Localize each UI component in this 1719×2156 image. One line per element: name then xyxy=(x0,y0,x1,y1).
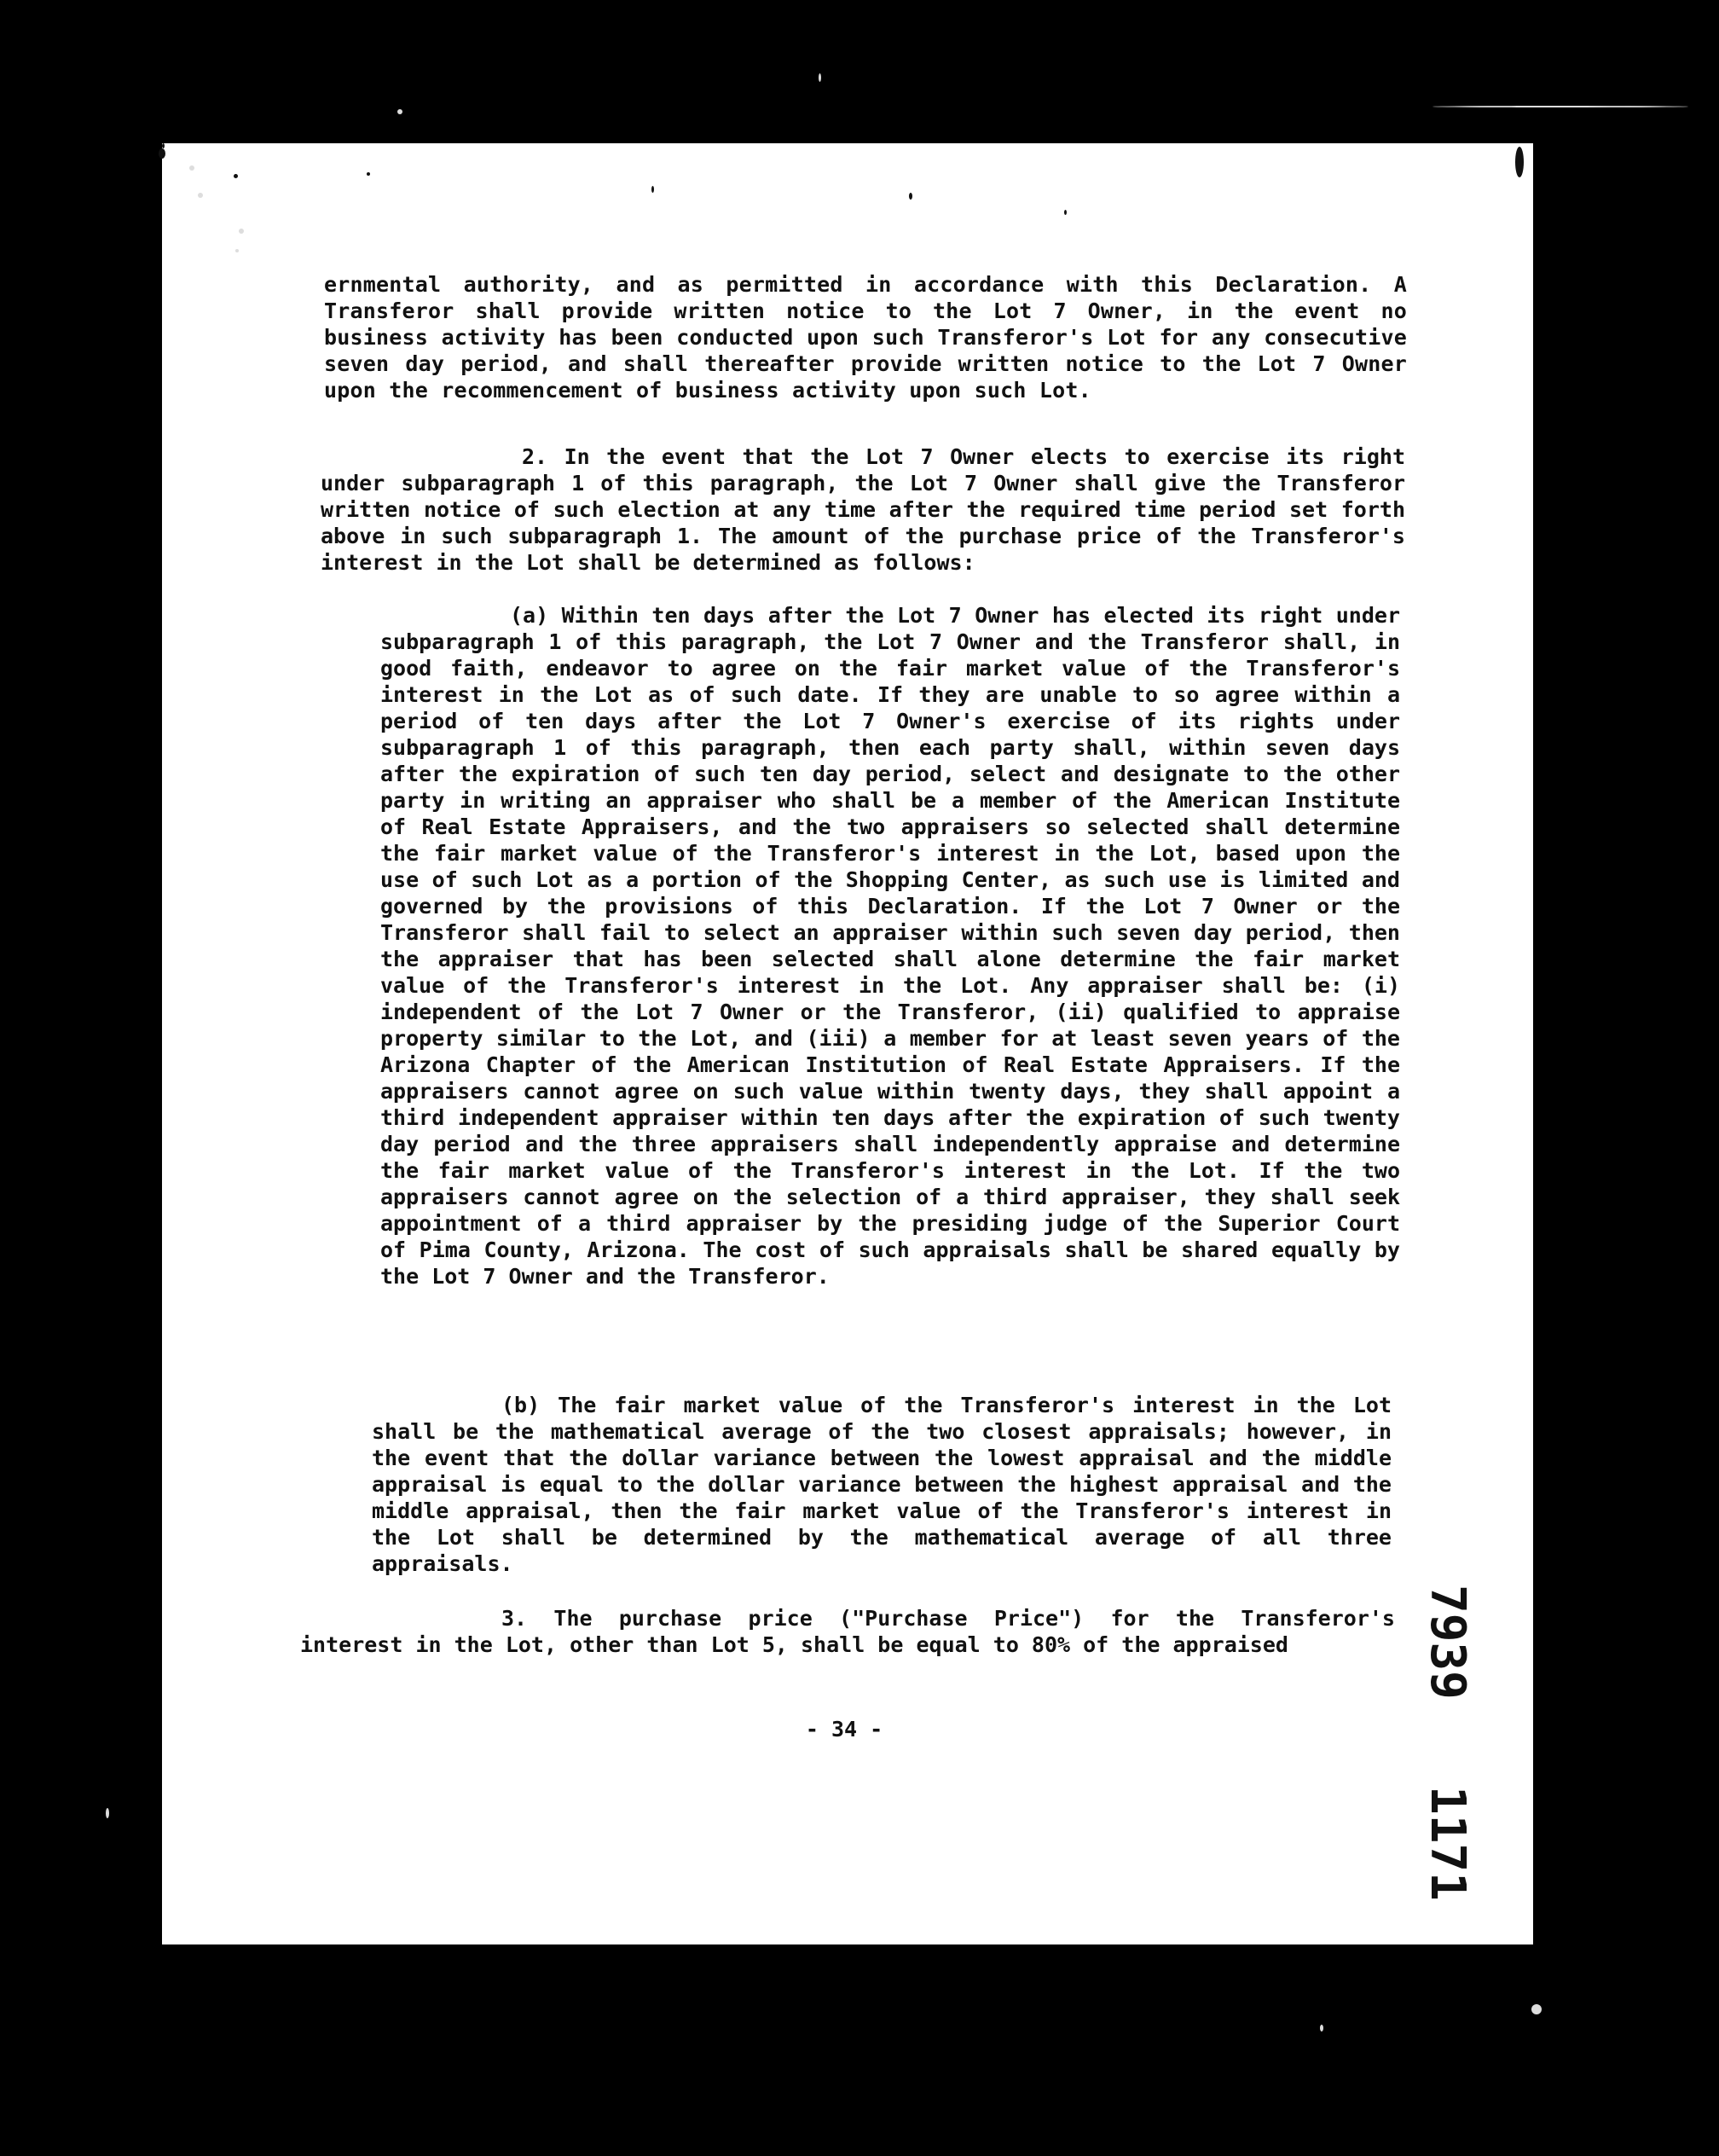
scan-speck xyxy=(367,172,370,176)
scan-speck xyxy=(1515,147,1524,177)
scan-speck xyxy=(1432,106,1688,107)
scan-speck xyxy=(1064,210,1067,215)
scan-speck xyxy=(909,193,912,200)
scan-speck xyxy=(819,73,821,82)
paragraph-intro: ernmental authority, and as permitted in accordance with this Declaration. A Transferor shall provide written notice to the Lot 7 Owner, in the event no business activity has been conducted upon such Transferor's Lot for any consecutive seven day period, and shall thereafter provide written notice to the Lot 7 Owner upon the recommencement of business activity upon such Lot. xyxy=(324,272,1407,403)
paragraph-3: 3. The purchase price ("Purchase Price") for the Transferor's interest in the Lot, other than Lot 5, shall be equal to 80% of the appraised xyxy=(300,1606,1395,1657)
scan-speck xyxy=(239,229,244,234)
scan-speck xyxy=(162,143,165,148)
scan-speck xyxy=(159,148,165,159)
book-page-stamp: 7939 1171 xyxy=(1420,1585,1475,1901)
page-number: - 34 - xyxy=(805,1717,883,1742)
scan-speck xyxy=(198,193,203,198)
scan-speck xyxy=(234,174,238,178)
scan-speck xyxy=(106,1808,109,1818)
scan-speck xyxy=(397,109,402,114)
document-page xyxy=(162,143,1533,1944)
scan-speck xyxy=(651,186,654,193)
subparagraph-a: (a) Within ten days after the Lot 7 Owner has elected its right under subparagraph 1 of this paragraph, the Lot 7 Owner and the Transferor shall, in good faith, endeavor to agree on the fair market value of the Transferor's interest in the Lot as of such date. If they are unable to so agree within a period of ten days after the Lot 7 Owner's exercise of its rights under subparagraph 1 of this paragraph, then each party shall, within seven days after the expiration of such ten day period, select and designate to the other party in writing an appraiser who shall be a member of the American Institute of Real Estate Appraisers, and the two appraisers so selected shall determine the fair market value of the Transferor's interest in the Lot, based upon the use of such Lot as a portion of the Shopping Center, as such use is limited and governed by the provisions of this Declaration. If the Lot 7 Owner or the Transferor shall fail to select an appraiser within such seven day period, then the appraiser that has been selected shall alone determine the fair market value of the Transferor's interest in the Lot. Any appraiser shall be: (i) independent of the Lot 7 Owner or the Transferor, (ii) qualified to appraise property similar to the Lot, and (iii) a member for at least seven years of the Arizona Chapter of the American Institution of Real Estate Appraisers. If the appraisers cannot agree on such value within twenty days, they shall appoint a third independent appraiser within ten days after the expiration of such twenty day period and the three appraisers shall independently appraise and determine the fair market value of the Transferor's interest in the Lot. If the two appraisers cannot agree on the selection of a third appraiser, they shall seek appointment of a third appraiser by the presiding judge of the Superior Court of Pima County, Arizona. The cost of such appraisals shall be shared equally by the Lot 7 Owner and the Transferor. xyxy=(380,603,1400,1289)
scan-speck xyxy=(1531,2004,1542,2014)
scan-speck xyxy=(235,249,239,252)
paragraph-2: 2. In the event that the Lot 7 Owner elects to exercise its right under subparagraph 1 of this paragraph, the Lot 7 Owner shall give the Transferor written notice of such election at any time after the required time period set forth above in such subparagraph 1. The amount of the purchase price of the Transferor's interest in the Lot shall be determined as follows: xyxy=(321,444,1405,575)
subparagraph-b: (b) The fair market value of the Transferor's interest in the Lot shall be the mathematical average of the two closest appraisals; however, in the event that the dollar variance between the lowest appraisal and the middle appraisal is equal to the dollar variance between the highest appraisal and the middle appraisal, then the fair market value of the Transferor's interest in the Lot shall be determined by the mathematical average of all three appraisals. xyxy=(372,1393,1392,1576)
scan-speck xyxy=(189,165,194,171)
scan-speck xyxy=(1320,2025,1323,2031)
